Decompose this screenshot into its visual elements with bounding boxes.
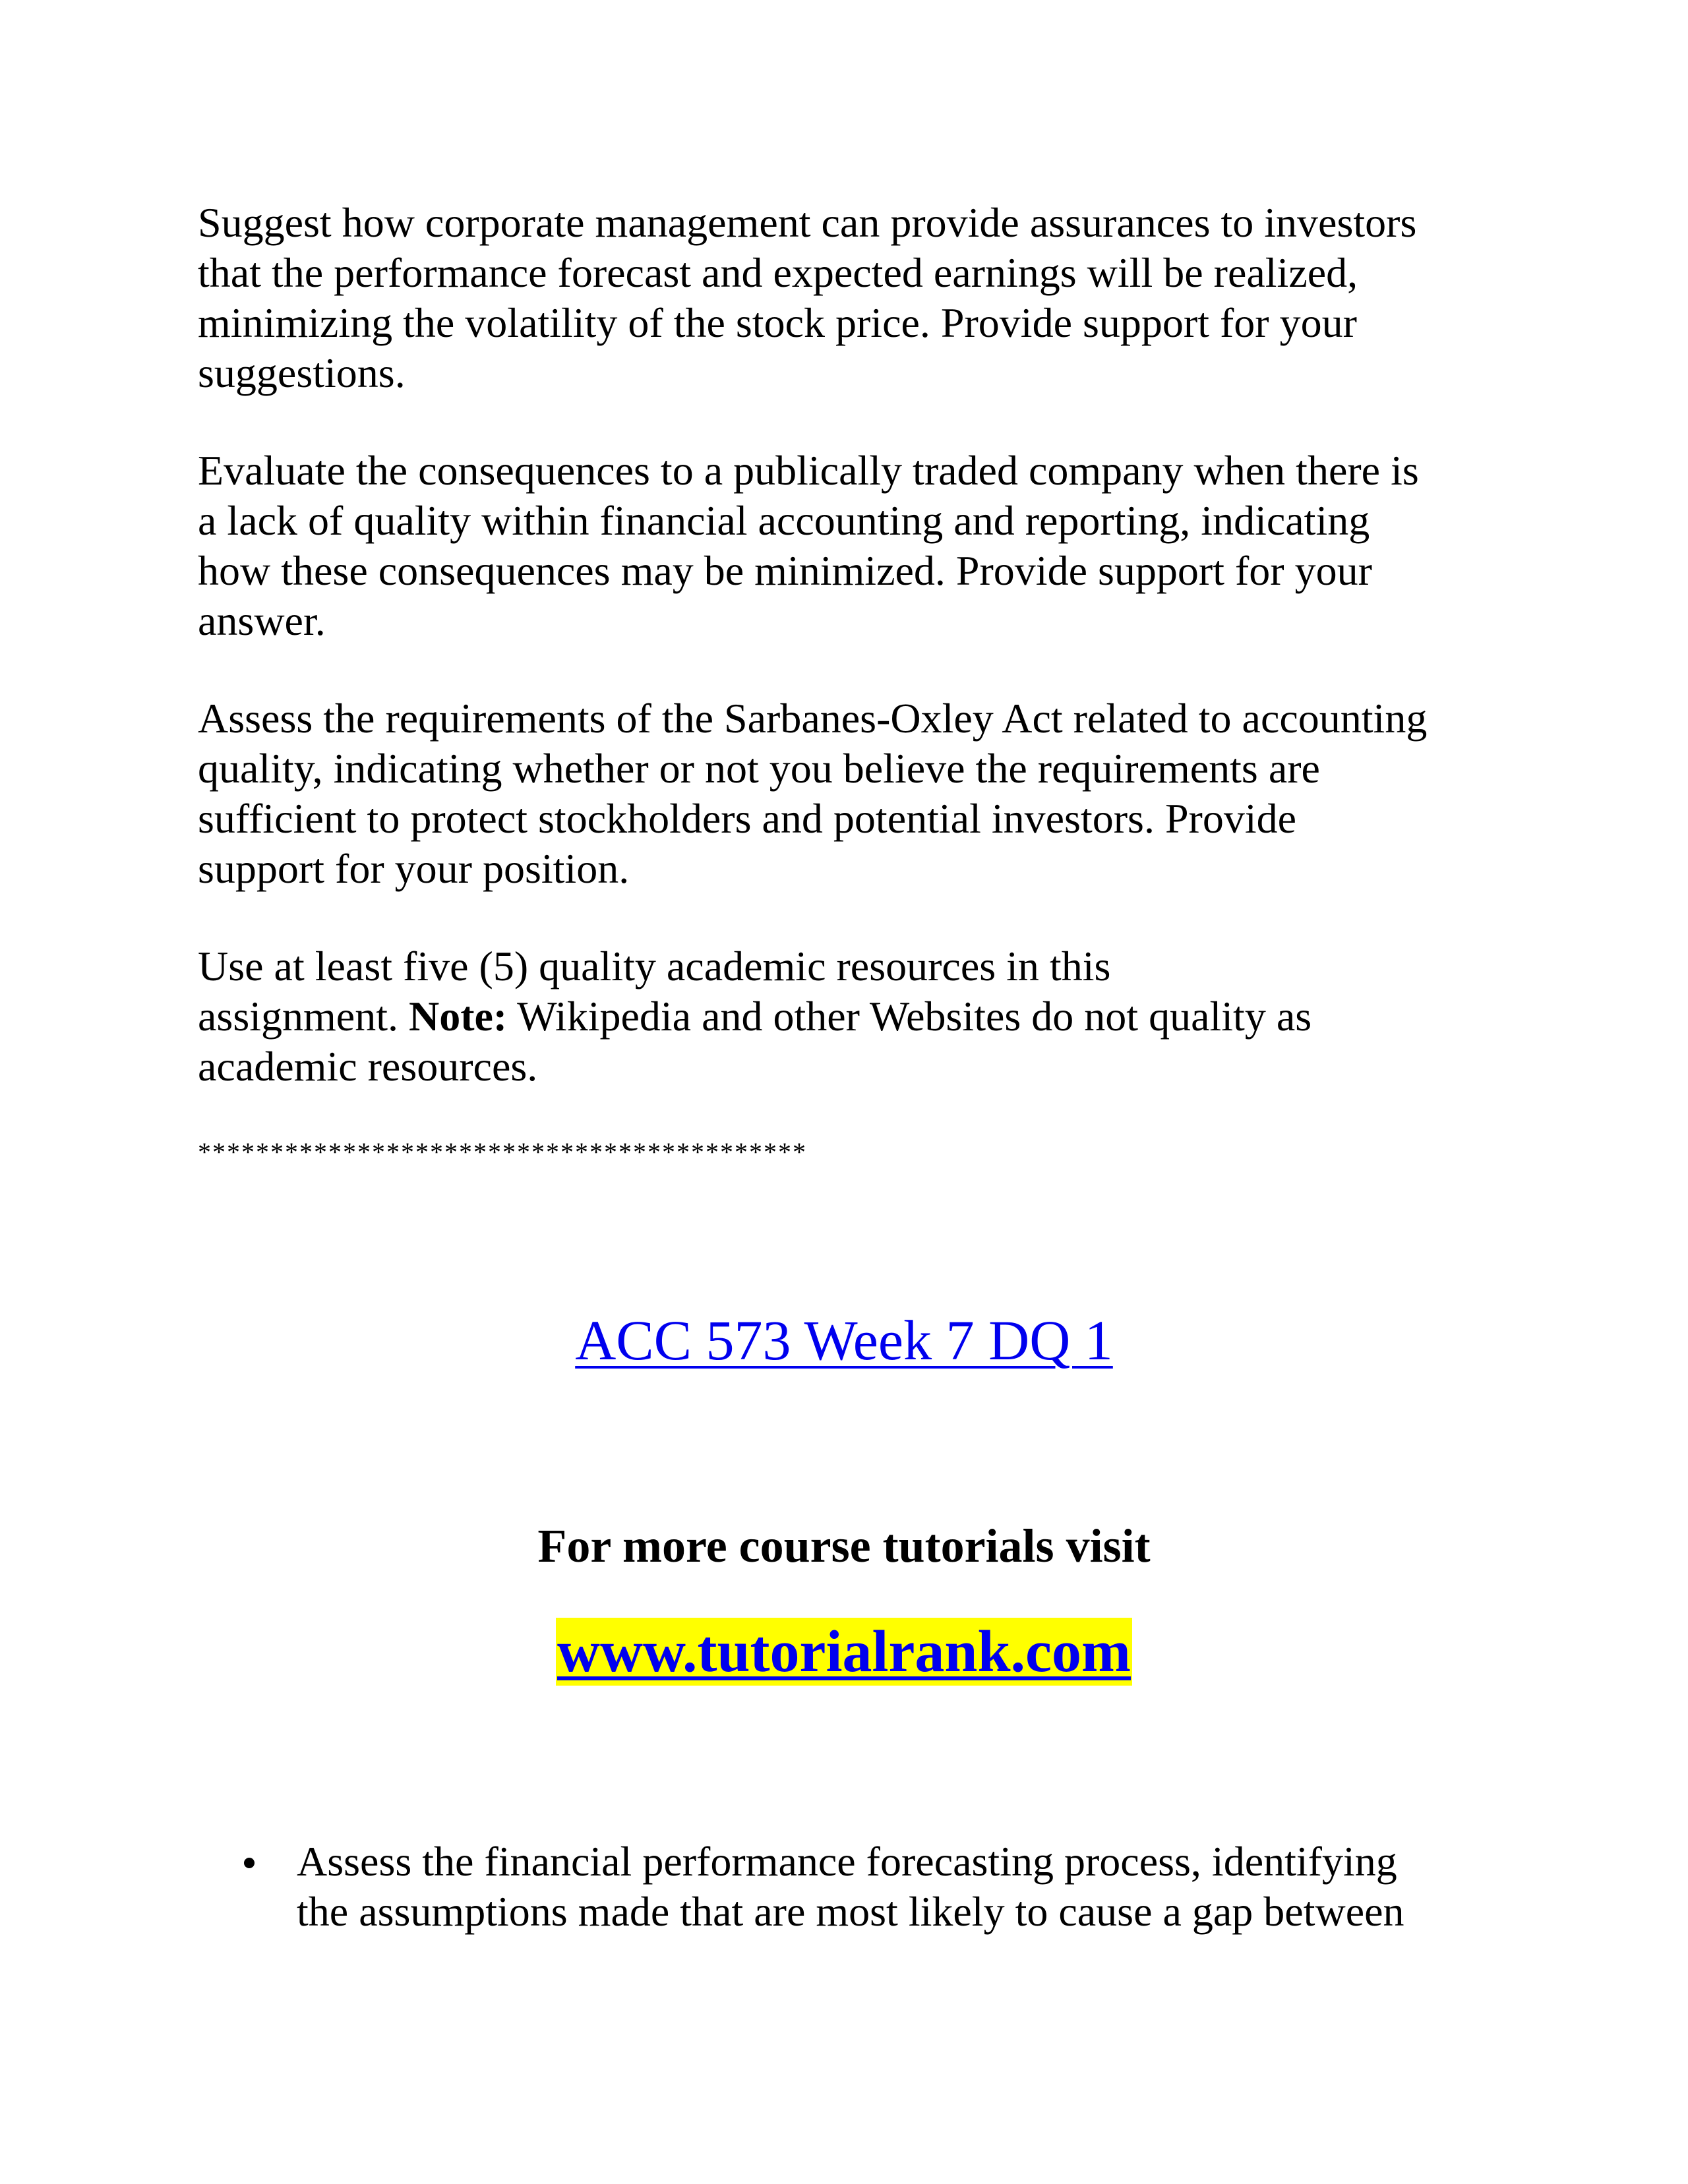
text-line: academic resources.	[198, 1043, 538, 1090]
list-item	[198, 1837, 1503, 1937]
text-segment: assignment.	[198, 993, 409, 1040]
separator-stars: ******************************************	[198, 1137, 807, 1167]
text-line: suggestions.	[198, 349, 406, 396]
paragraph-management-assurances	[198, 198, 1503, 398]
text-line: support for your position.	[198, 845, 630, 892]
promo-heading: For more course tutorials visit	[537, 1520, 1151, 1572]
text-line: how these consequences may be minimized. Provide support for your	[198, 547, 1372, 594]
text-line: Evaluate the consequences to a publically traded company when there is	[198, 447, 1419, 494]
text-line: Suggest how corporate management can provide assurances to investors	[198, 199, 1417, 246]
paragraph-sarbanes-oxley	[198, 694, 1503, 894]
site-link[interactable]: www.tutorialrank.com	[557, 1619, 1131, 1684]
paragraph-consequences	[198, 446, 1503, 646]
course-title-link[interactable]: ACC 573 Week 7 DQ 1	[575, 1309, 1113, 1372]
text-line: a lack of quality within financial accounting and reporting, indicating	[198, 497, 1370, 544]
course-title-container	[0, 1304, 1688, 1376]
text-line: that the performance forecast and expected earnings will be realized,	[198, 249, 1358, 296]
text-line: sufficient to protect stockholders and potential investors. Provide	[198, 795, 1297, 842]
text-line-note	[198, 991, 1503, 1042]
site-link-container	[0, 1614, 1688, 1690]
text-segment: Wikipedia and other Websites do not quality as	[507, 993, 1312, 1040]
bullet-icon	[244, 1858, 255, 1868]
note-label: Note:	[408, 993, 508, 1040]
paragraph-resources	[198, 941, 1503, 1092]
text-line: minimizing the volatility of the stock price. Provide support for your	[198, 299, 1357, 346]
text-line: the assumptions made that are most likely to cause a gap between	[297, 1888, 1404, 1935]
text-line: Assess the requirements of the Sarbanes-Oxley Act related to accounting	[198, 695, 1428, 742]
text-line: Use at least five (5) quality academic resources in this	[198, 943, 1111, 989]
bullet-list	[198, 1837, 1503, 1937]
text-line: quality, indicating whether or not you believe the requirements are	[198, 745, 1320, 792]
text-line: answer.	[198, 597, 326, 644]
text-line: Assess the financial performance forecasting process, identifying	[297, 1838, 1397, 1885]
